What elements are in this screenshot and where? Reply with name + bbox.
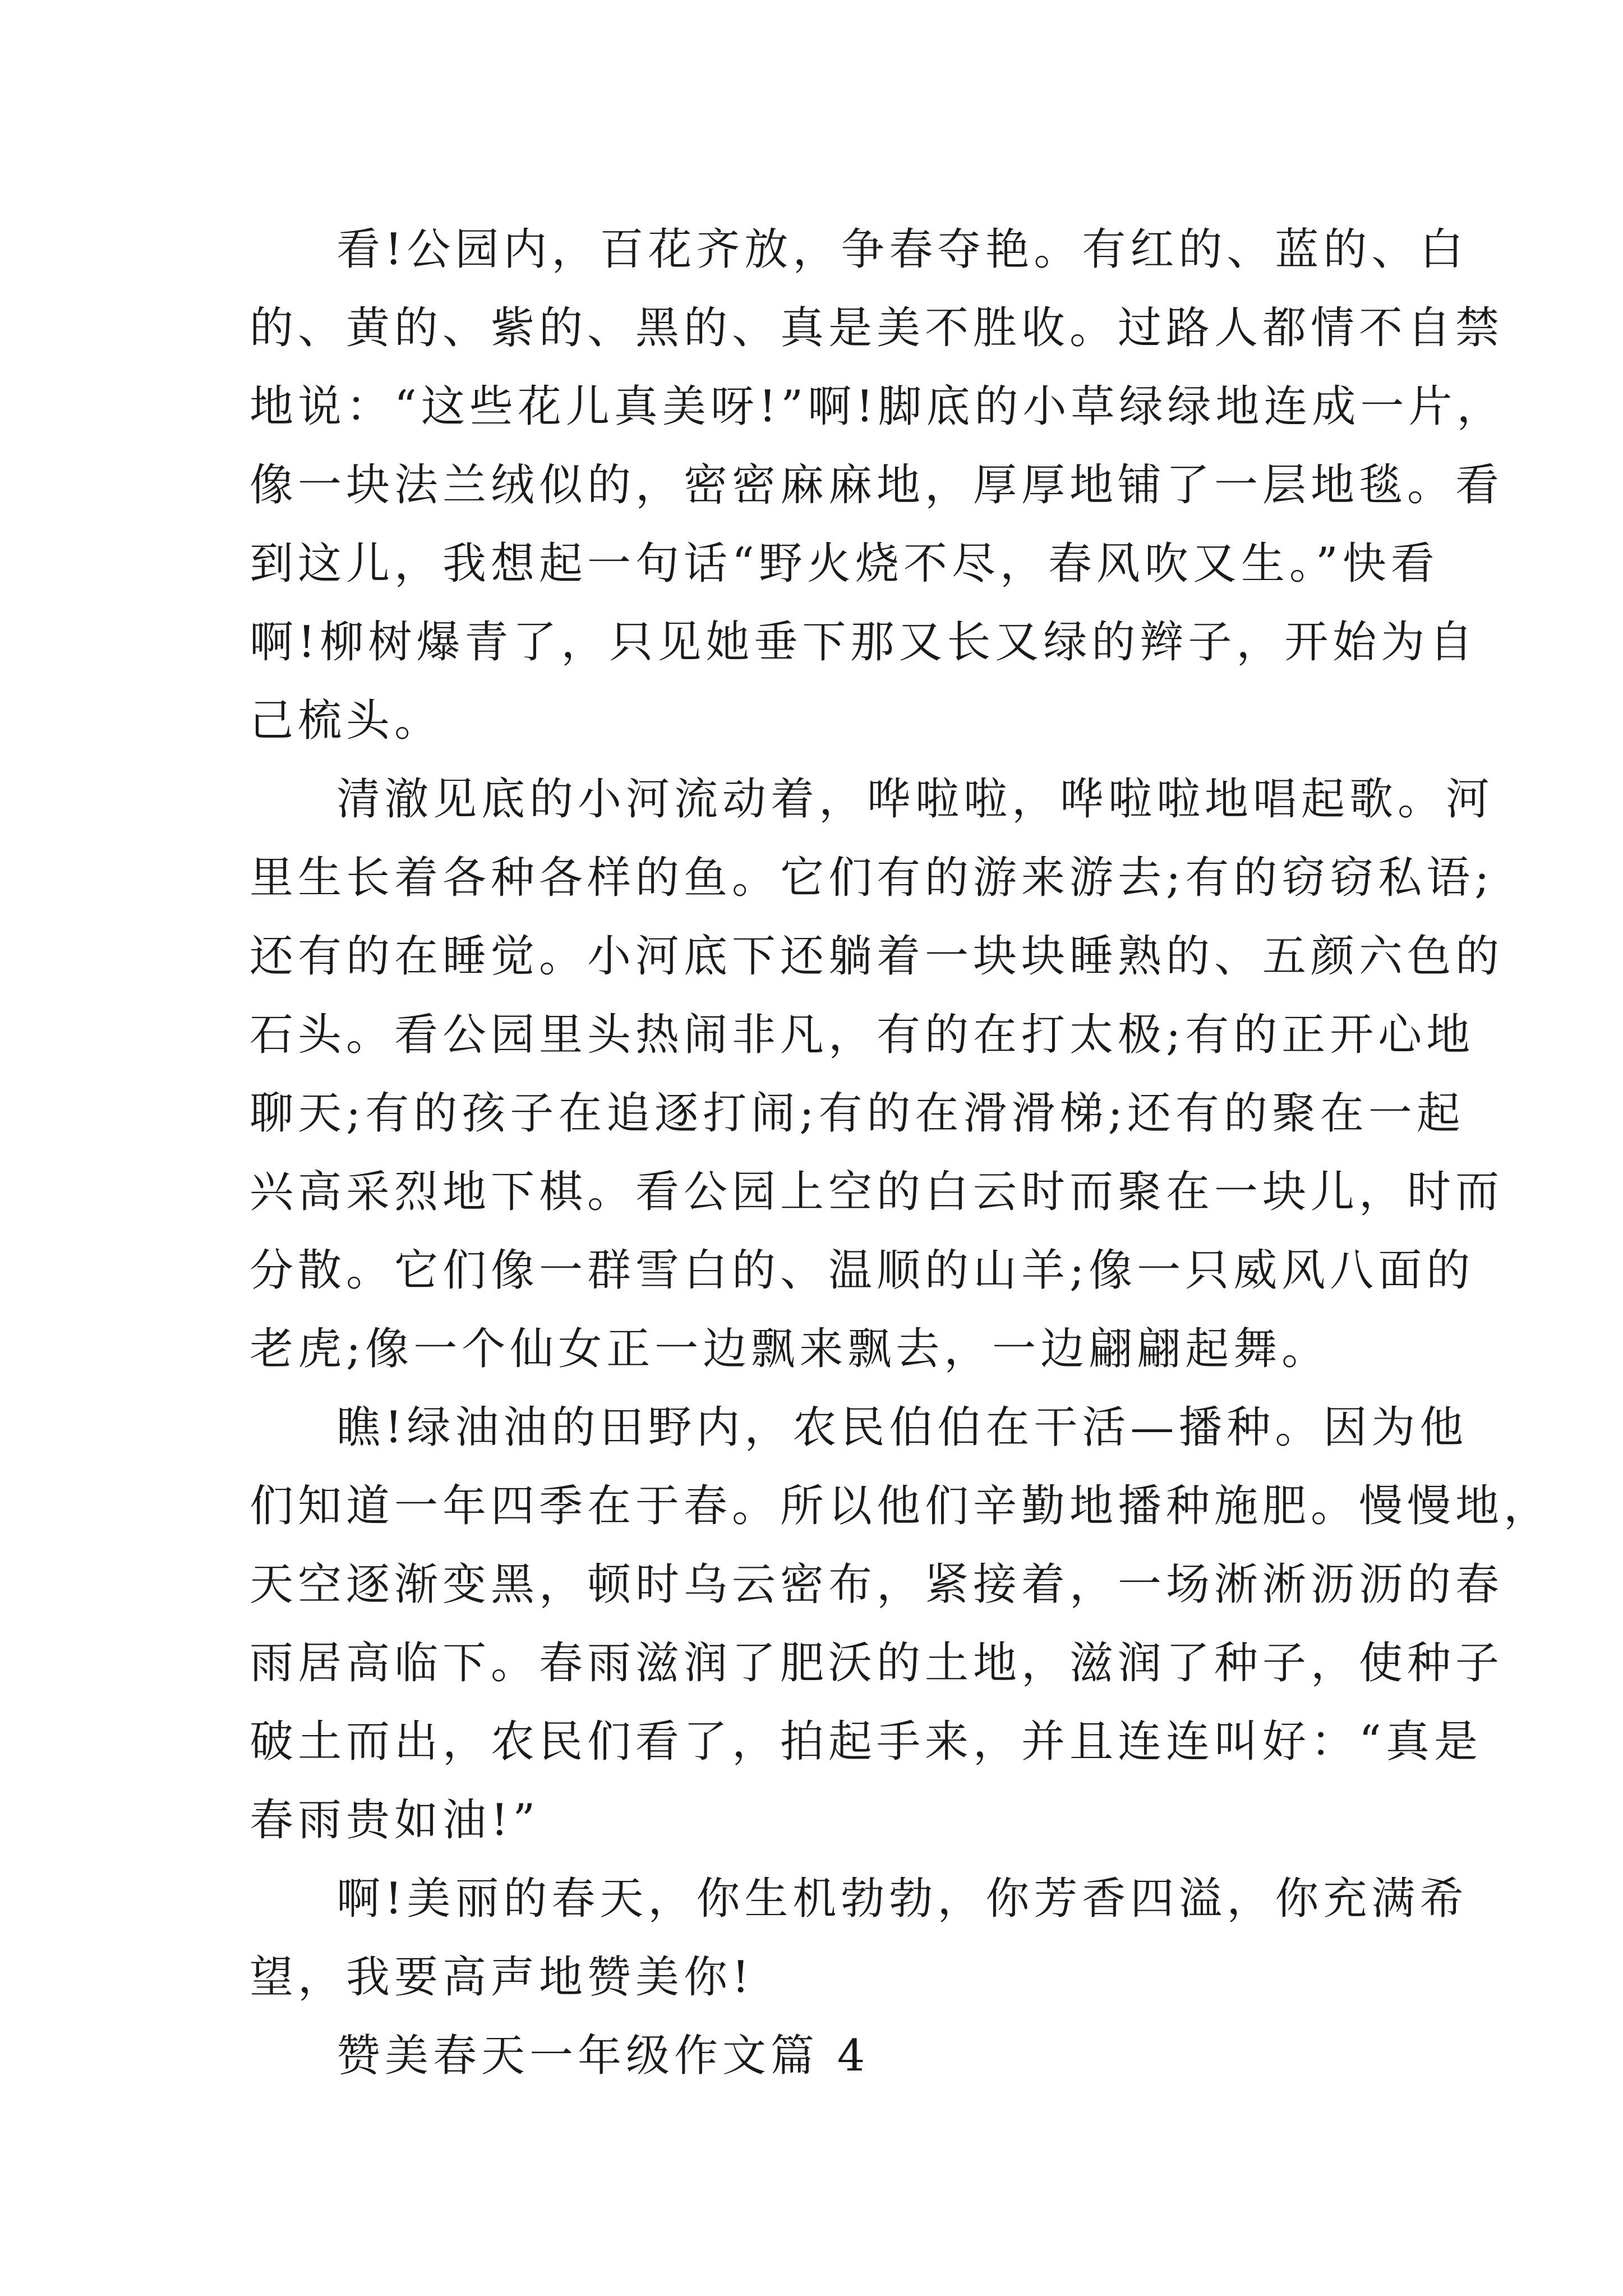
text-line: 己梳头。	[250, 696, 443, 746]
text-line: 雨居高临下。春雨滋润了肥沃的土地，滋润了种子，使种子	[250, 1638, 1504, 1688]
text-line: 老虎;像一个仙女正一边飘来飘去，一边翩翩起舞。	[250, 1324, 1330, 1374]
section-heading: 赞美春天一年级作文篇 4	[336, 2031, 870, 2081]
text-line: 们知道一年四季在于春。所以他们辛勤地播种施肥。慢慢地，	[250, 1481, 1552, 1531]
text-line: 石头。看公园里头热闹非凡，有的在打太极;有的正开心地	[250, 1010, 1475, 1060]
text-line: 聊天;有的孩子在追逐打闹;有的在滑滑梯;还有的聚在一起	[250, 1088, 1465, 1139]
text-line: 啊!柳树爆青了，只见她垂下那又长又绿的辫子，开始为自	[250, 617, 1478, 668]
text-line: 到这儿，我想起一句话“野火烧不尽，春风吹又生。”快看	[250, 539, 1439, 589]
text-line: 里生长着各种各样的鱼。它们有的游来游去;有的窃窃私语;	[250, 853, 1494, 903]
text-line: 分散。它们像一群雪白的、温顺的山羊;像一只威风八面的	[250, 1245, 1475, 1296]
text-line: 啊!美丽的春天，你生机勃勃，你芳香四溢，你充满希	[336, 1874, 1468, 1924]
text-line: 瞧!绿油油的田野内，农民伯伯在干活—播种。因为他	[336, 1402, 1468, 1453]
text-line: 的、黄的、紫的、黑的、真是美不胜收。过路人都情不自禁	[250, 303, 1504, 353]
text-line: 看!公园内，百花齐放，争春夺艳。有红的、蓝的、白	[336, 224, 1468, 275]
text-line: 破土而出，农民们看了，拍起手来，并且连连叫好：“真是	[250, 1717, 1482, 1767]
text-line: 地说：“这些花儿真美呀!”啊!脚底的小草绿绿地连成一片，	[250, 381, 1505, 432]
text-line: 兴高采烈地下棋。看公园上空的白云时而聚在一块儿，时而	[250, 1167, 1504, 1217]
text-line: 望，我要高声地赞美你!	[250, 1952, 754, 2003]
text-line: 清澈见底的小河流动着，哗啦啦，哗啦啦地唱起歌。河	[336, 774, 1495, 825]
text-line: 还有的在睡觉。小河底下还躺着一块块睡熟的、五颜六色的	[250, 931, 1504, 982]
text-line: 春雨贵如油!”	[250, 1795, 540, 1846]
text-line: 天空逐渐变黑，顿时乌云密布，紧接着，一场淅淅沥沥的春	[250, 1559, 1504, 1610]
text-line: 像一块法兰绒似的，密密麻麻地，厚厚地铺了一层地毯。看	[250, 460, 1504, 510]
